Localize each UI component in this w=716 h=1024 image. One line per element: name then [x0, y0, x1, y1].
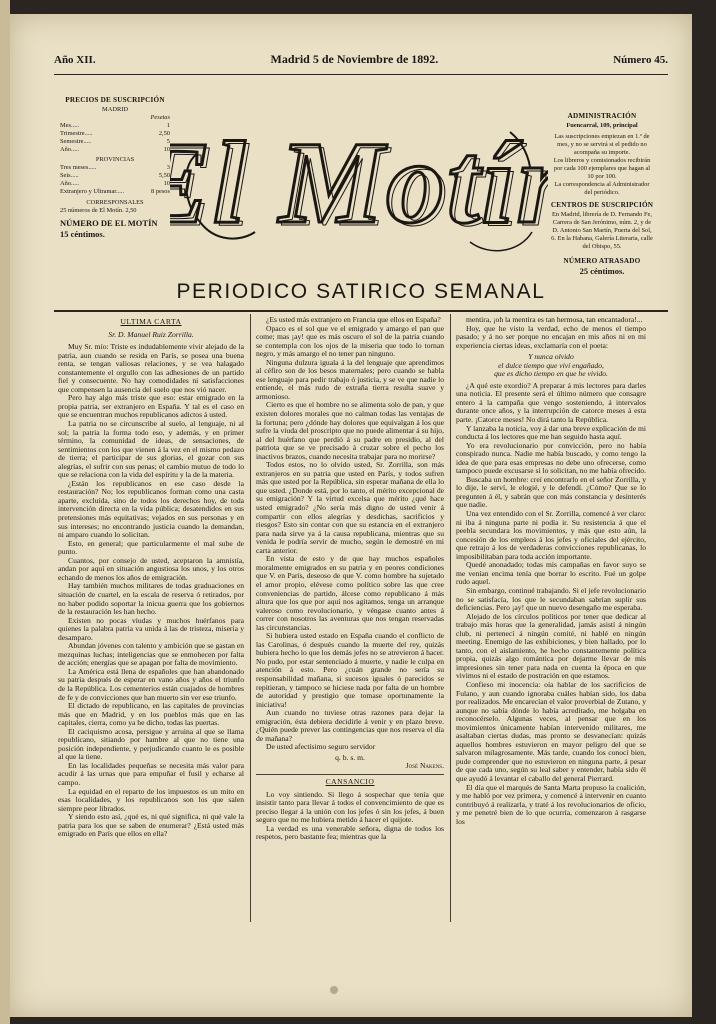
- column-divider-1: [250, 314, 251, 922]
- administration-box: [550, 110, 654, 275]
- subtitle-rule: [54, 310, 668, 312]
- provincias-label: PROVINCIAS: [95, 156, 135, 163]
- issue-price-label: NÚMERO DE EL MOTÍN: [60, 218, 158, 228]
- verse-line: que es dicho tiempo en que he vivido.: [494, 369, 608, 379]
- corresponsales-text: 25 números de El Motín. 2,50: [60, 207, 137, 214]
- paragraph: ¿A qué este exordio? A preparar á mis lectores para darles una noticia. El presente será el último número que consagre entero á la campaña que vengo sosteniendo, á intervalos durante once años, y la interrupción de catorce meses á esta parte. ¡Catorce meses! No dirá tanto la República.: [456, 380, 646, 425]
- paragraph: Todos estos, no lo olvido usted, Sr. Zorrilla, son más extranjeros en su patria que usted en París, y todos sufren más que usted por la República, sin esperar mañana de ella lo que usted. ¿Donde está, por lo tanto, el mérito excepcional de su emigración? Y la virtud excelsa que mérito ¿qué hace usted emigrado? ¿No sería más digno de usted venir á compartir con ellos alegrías y desdichas, sacrificios y riesgos? Esto sin contar con que su estancia en el extranjero para nada sirve ya á la causa republicana, mientras que su venida le podría servir de mucho, según le demostré en mi carta anterior.: [256, 460, 444, 555]
- paragraph: Buscaba un hombre: creí encontrarlo en el señor Zorrilla, y lo dije, le serví, le elogié, y le defendí. ¿Cómo? Que se lo pregunten á él, y sabrán que con más constancia y desinterés que nadie.: [456, 474, 646, 510]
- administration-heading: ADMINISTRACIÓN: [567, 112, 637, 120]
- paragraph: El dictado de republicano, en las capitales de provincias más que en Madrid, y en los pueblos más que en las capitales, cierra, como ya he dicho, todas las puertas.: [58, 701, 244, 728]
- paragraph: Y lanzaba la noticia, voy á dar una breve explicación de mi conducta á los lectores que me han seguido hasta aquí.: [456, 423, 646, 442]
- paragraph: Yo era revolucionario por convicción, pero no había conspirado nunca. Nadie me había buscado, y como tengo la idea de que para esas empresas no debe uno ofrecerse, como tampoco puede excusarse si lo solicitan, no me había ofrecido.: [456, 440, 646, 476]
- issue-number: Número 45.: [613, 54, 668, 66]
- price-period: Extranjero y Ultramar.....: [60, 188, 125, 195]
- notice-1: Las suscripciones empiezan en 1.º de mes, y no se servirá si el pedido no acompaña su importe.: [554, 133, 650, 156]
- subscription-box: [60, 94, 170, 238]
- masthead-title-shadow: l Motí: [216, 120, 521, 251]
- masthead-subtitle: PERIODICO SATIRICO SEMANAL: [176, 280, 546, 303]
- price-row: [60, 138, 170, 146]
- column-1: [58, 316, 244, 916]
- price-period: Semestre.....: [60, 138, 92, 145]
- paragraph: Quedé anonadado; todas mis campañas en favor suyo se me venían encima tenía que borrar lo escrito. Fué un golpe rudo aquel.: [456, 560, 646, 587]
- page-edge: [0, 0, 10, 1024]
- article-1-body: [58, 343, 244, 839]
- issue-price: 15 céntimos.: [60, 229, 105, 239]
- corresponsales-label: CORRESPONSALES: [86, 199, 144, 206]
- administration-address: Fuencarral, 109, principal: [566, 122, 638, 129]
- price-period: Trimestre.....: [60, 130, 93, 137]
- dateline-bar: [54, 52, 668, 67]
- masthead-title: l Motí: [212, 117, 517, 248]
- paragraph: La verdad es una venerable señora, digna de todos los respetos, pero bastante fea; mientras que la: [256, 823, 444, 842]
- verse-line: Y nunca olvido: [528, 352, 574, 362]
- madrid-price-list: [60, 122, 170, 154]
- paragraph: Existen no pocas viudas y muchos huérfanos para quienes la palabra patria va unida á las de tristeza, miseria y desamparo.: [58, 615, 244, 642]
- paragraph: La patria no se circunscribe al suelo, al lenguaje, ni al sol; la patria la forma todo eso, y además, y en primer término, la comunidad de ideas, de sensaciones, de sentimientos con los que vienen á la vez en el mismo pedazo de tierra; el participar de sus glorias, el gozar con sus alegrías, el sufrir con sus penas; el cambio mutuo de todo lo que se relaciona con la vida del espíritu y la de la materia.: [58, 419, 244, 480]
- paragraph: Sin embargo, continué trabajando. Si el jefe revolucionario no se satisfacía, los que le secundaban sabrían suplir sus deficiencias. Pero ¡ay! que un nuevo desengaño me esperaba.: [456, 585, 646, 613]
- price-period: Tres meses.....: [60, 164, 97, 171]
- verse-line: el dulce tiempo que viví engañado,: [498, 360, 604, 370]
- paragraph: En vista de esto y de que hay muchos españoles moralmente emigrados en su patria y en peores condiciones que V. en París, deseoso de que V. como hombre ha sujetado el amor propio, elévese como político sobre las que cree conveniencias de partido, álcese como republicano á más altura que los que por aquí nos agitamos, tenga un arranque valeroso como revolucionario, y véngase cuanto antes á correr con nosotros las aventuras que nos tengan reservadas las circunstancias.: [256, 554, 444, 632]
- price-value: 10: [163, 146, 170, 153]
- paragraph: La América está llena de españoles que han abandonado su patria después de esperar en vano años y años el triunfo de la República. Los cementerios están cuajados de hombres de fe y de convicciones que han muerto sin ver ese triunfo.: [58, 666, 244, 702]
- paragraph: El día que el marqués de Santa Marta propuso la coalición, y me habló por vez primera, y comencé á intervenir en cuanto contribuyó á realizarla, y traté á los revolucionarios de oficio, y me penetré bien de lo que ocurría, comenzaron á rasgarse los: [456, 782, 646, 826]
- paragraph: Alejado de los círculos políticos por tener que dedicar al trabajo más horas que la generalidad, jamás asistí á ningún club, ni pertenecí á ningún comité, ni hablé en ningún meeting. Enemigo de las exhibiciones, y bien hallado, por lo tanto, con el aislamiento, he hecho constantemente política propia, quizás algo romántica por dejarme llevar de mis impresiones sin tener para nada en cuenta la época en que vivimos ni el estado de postración en que estamos.: [456, 611, 646, 681]
- notice-3: La correspondencia al Administrador del periódico.: [554, 181, 650, 196]
- paragraph: Confieso mi inocencia: oía hablar de los sacrificios de Fulano, y aun cuando ignoraba cuáles habían sido, los daba por realizados. Me encarecían el valor proverbial de Zutano, y aunque no sabía dónde lo había acreditado, me holgaba en reconocérselo. Algunas veces, al pensar que en los movimientos únicamente habían intervenido militares, me asaltaban ciertas dudas, mas pronto se desvanecían: quizás aquellos hombres estuvieron en mayor peligro del que se salvaron milagrosamente. Más tarde, cuando los conocí bien, pude comprender que no estuvieron en ninguna parte, á pesar de que cada uno, según su leal saber y entender, había sido él que ayudó á levantar el caballo del general Pierrard.: [456, 679, 646, 783]
- price-value: 3: [166, 164, 170, 171]
- article-2-body: [256, 791, 444, 842]
- column-divider-2: [450, 314, 451, 922]
- paragraph: Muy Sr. mío: Triste es indudablemente vivir alejado de la patria, aun cuando se resida en París, se posea una buena renta, se tengan valiosas relaciones, y se vea halagado constantemente el orgullo con las adhesiones de un partido fiel y consecuente. No hay comodidades ni satisfacciones que compensen la ausencia del suelo que nos vió nacer.: [58, 342, 244, 394]
- currency-label: Pesetas: [150, 114, 170, 121]
- price-row: [60, 130, 170, 138]
- paragraph: mentira, ¡oh la mentira es tan hermosa, tan encantadora!...: [466, 316, 643, 324]
- paragraph: ¿Es usted más extranjero en Francia que ellos en España?: [266, 316, 441, 324]
- paragraph: ¿Están los republicanos en ese caso desde la restauración? No; los republicanos forman como una casta aparte, excluída, sino de todos los derechos hoy, de toda intervención directa en la vida pública; desatendidos en sus pretensiones más equitativas; vejados en sus personas y en sus intereses; no encontrando justicia cuando la demandan, ni amparo cuando lo solicitan.: [58, 478, 244, 540]
- price-period: Año.....: [60, 180, 79, 187]
- price-row: [60, 172, 170, 180]
- paragraph: Esto, en general; que particularmente el mal sube de punto.: [58, 538, 244, 557]
- signature: José Nakens.: [405, 761, 444, 771]
- paragraph: Cierto es que el hombre no se alimenta solo de pan, y que existen dolores morales que no calman todas las ventajas de la fortuna; pero ¿dónde hay dolores que equivalgan á los que sufre la viuda del proscripto que no puede alimentar á su hijo, al del huérfano que perdió á su padre en presidio, al del patriota que se ve precisado á cruzar sobre el pecho los inactivos brazos, cuando necesita trabajar para no morirse?: [256, 400, 444, 461]
- paragraph: Lo voy sintiendo. Si llego á sospechar que tenía que insistir tanto para llevar á todos el convencimiento de que es preciso llegar á la unión con los jefes ó sin los jefes, á buen seguro que no me hubiera metido á hacer el quijote.: [256, 789, 444, 825]
- price-value: 1: [166, 122, 170, 129]
- closing-formula: q. b. s. m.: [335, 752, 365, 762]
- paragraph: Pero hay algo más triste que eso: estar emigrado en la propia patria, ser extranjero en España. Y tal es el caso en que se encuentran muchos republicanos adictos á usted.: [58, 393, 244, 420]
- paragraph: Hay también muchos militares de todas graduaciones en situación de cuartel, en la escala de reserva ó retirados, por no haber podido soportar la inicua guerra que los gobiernos de la restauración les han hecho.: [58, 581, 244, 617]
- price-period: Mes.....: [60, 122, 79, 129]
- paragraph: Abundan jóvenes con talento y ambición que se gastan en mezquinas luchas; inteligencias que se enmohecen por falta de acción; energías que se apagan por falta de movimiento.: [58, 641, 244, 668]
- price-row: [60, 122, 170, 130]
- price-row: [60, 164, 170, 172]
- subscription-heading: PRECIOS DE SUSCRIPCIÓN: [65, 96, 165, 104]
- page-number-mark: [330, 986, 338, 994]
- poem-verse: [456, 353, 646, 379]
- article-1-salutation: Sr. D. Manuel Ruiz Zorrilla.: [108, 329, 194, 339]
- paragraph: Ninguna dulzura iguala á la del lenguaje que aprendimos al céfiro son de los besos maternales; pero cuando se habla ese lenguaje para pedir trabajo ó justicia, y se ve que nadie lo entiende, el más rudo de extraña tierra resulta suave y armonioso.: [256, 357, 444, 401]
- date-label: Madrid 5 de Noviembre de 1892.: [270, 52, 439, 66]
- price-period: Año.....: [60, 146, 79, 153]
- paragraph: El caciquismo acosa, persigue y arruina al que se llama republicano, sitiando por hambre al que no tiene una posición independiente, y perjudicando cuanto le es posible al que la tiene.: [58, 726, 244, 762]
- paragraph: En las localidades pequeñas se necesita más valor para acudir á las urnas que para empuñar el fusil y echarse al campo.: [58, 760, 244, 787]
- paragraph: Hoy, que he visto la verdad, echo de menos el tiempo pasado; y á no ser porque no encajan en mis años ni en mi experiencia ciertas ideas, exclamaría con el poeta:: [456, 323, 646, 350]
- column-3-body-a: [456, 316, 646, 350]
- price-period: Seis.....: [60, 172, 79, 179]
- paragraph: Si hubiera usted estado en España cuando el conflicto de las Carolinas, ó después cuando la muerte del rey, quizás hubiera hecho lo que los demás jefes no se atrevieron á hacer. No pudo, por estar sentenciado á muerte, y nadie le culpa en atención á esto. Pero ¿cuán grande no sería su responsabilidad mañana, si sucesos iguales ó parecidos se repitieran, y tampoco se hiciese nada por falta de un hombre de autoridad y prestigio que tomase oportunamente la iniciativa!: [256, 631, 444, 709]
- back-issue-label: NÚMERO ATRASADO: [563, 257, 641, 265]
- paragraph: La equidad en el reparto de los impuestos es un mito en esas localidades, y los republicanos son los que salen siempre peor librados.: [58, 786, 244, 813]
- price-value: 5: [166, 138, 170, 145]
- provincias-price-list: [60, 164, 170, 196]
- notice-2: Los libreros y comisionados recibirán por cada 100 ejemplares que hagan al 10 por 100.: [553, 157, 651, 180]
- madrid-label: MADRID: [102, 106, 128, 113]
- article-1-heading: ULTIMA CARTA: [120, 317, 182, 326]
- article-separator: [256, 774, 444, 775]
- paragraph: De usted afectísimo seguro servidor: [266, 742, 376, 752]
- price-row: [60, 188, 170, 196]
- paragraph: Cuantos, por consejo de usted, aceptaron la amnistía, andan por aquí en situación angustiosa los unos, y los otros echando de menos los años de emigración.: [58, 555, 244, 582]
- price-value: 10: [163, 180, 170, 187]
- price-row: [60, 146, 170, 154]
- top-rule: [54, 74, 668, 75]
- year-label: Año XII.: [54, 54, 96, 66]
- paragraph: Y siendo esto así, ¿qué es, ni qué significa, ni qué vale la patria para los que se saben de enumerar? ¿Está usted más emigrado en París que ellos en ella?: [58, 812, 244, 839]
- column-2-body: [256, 316, 444, 752]
- price-value: 5,50: [158, 172, 170, 179]
- masthead-logo-art: [170, 92, 548, 264]
- paragraph: Aun cuando no tuviese otras razones para dejar la emigración, ésta debiera decidirle á venir y en plazo breve. ¿Quién puede prever las contingencias que nos reserva el día de mañana?: [256, 708, 444, 743]
- price-value: 2,50: [158, 130, 170, 137]
- column-2: [256, 316, 444, 916]
- newspaper-page: [10, 14, 692, 1017]
- column-3: [456, 316, 646, 916]
- column-3-body-b: [456, 382, 646, 826]
- paragraph: Opaco es el sol que ve el emigrado y amargo el pan que come; mas ¡ay! que es más oscuro el sol de la patria cuando se contempla con los ojos de la miseria que todo lo tornan negro, y más amargo el no tener pan ninguno.: [256, 323, 444, 359]
- back-issue-price: 25 céntimos.: [579, 266, 625, 276]
- price-row: [60, 180, 170, 188]
- centers-text: En Madrid, librería de D. Fernando Fe, Carrera de San Jerónimo, núm. 2, y de D. Antonio San Martín, Puerta del Sol, 6. En la Habana, Galería Literaria, calle del Obispo, 55.: [551, 211, 653, 250]
- centers-heading: CENTROS DE SUSCRIPCIÓN: [550, 201, 654, 209]
- price-value: 8 pesos: [151, 188, 170, 195]
- masthead-logo: [170, 92, 548, 262]
- article-2-heading: CANSANCIO: [325, 776, 375, 786]
- paragraph: Una vez entendido con el Sr. Zorrilla, comencé á ver claro: ni iba á ninguna parte ni podía ir. Su resistencia á que el peebla secundara los movimientos, y más que esto aún, la concesión de los empleos á los jefes y oficiales del ejército, que retrajo á los de verdaderas convicciones republicanas, lo imposibilitaban para toda acción importante.: [456, 509, 646, 561]
